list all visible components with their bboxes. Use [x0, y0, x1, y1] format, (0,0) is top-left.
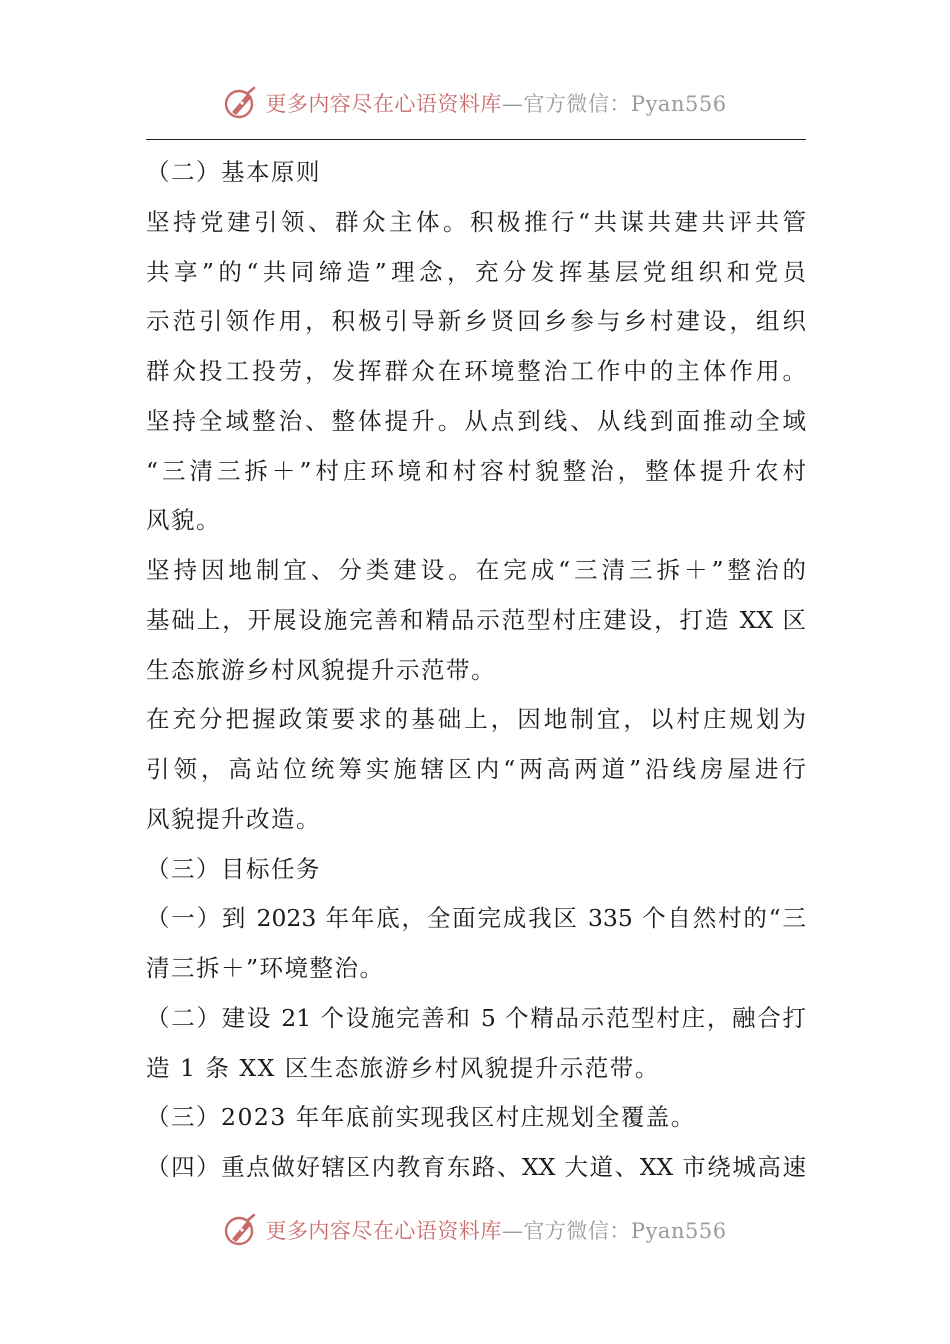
paragraph-line: 在充分把握政策要求的基础上，因地制宜，以村庄规划为: [146, 705, 806, 734]
footer-banner-text: [265, 1215, 726, 1245]
footer-wechat-text: 官方微信：Pyan556: [523, 1219, 727, 1243]
paragraph-line: “三清三拆＋”村庄环境和村容村貌整治，整体提升农村: [146, 456, 806, 485]
header-banner-text: [265, 88, 726, 118]
paragraph-line: 坚持党建引领、群众主体。积极推行“共谋共建共评共管: [146, 207, 806, 236]
paragraph-line: （四）重点做好辖区内教育东路、XX 大道、XX 市绕城高速: [146, 1153, 806, 1181]
section-heading-targets: （三）目标任务: [146, 854, 321, 883]
header-wechat-text: 官方微信：Pyan556: [523, 92, 727, 116]
paragraph-line: 坚持全域整治、整体提升。从点到线、从线到面推动全域: [146, 406, 806, 435]
paragraph-line: 生态旅游乡村风貌提升示范带。: [146, 655, 496, 684]
header-separator: —: [501, 92, 524, 116]
header-banner: [0, 83, 950, 123]
paragraph-line: 清三拆＋”环境整治。: [146, 954, 385, 982]
paragraph-line: 基础上，开展设施完善和精品示范型村庄建设，打造 XX 区: [146, 605, 806, 634]
paragraph-line: 坚持因地制宜、分类建设。在完成“三清三拆＋”整治的: [146, 556, 806, 584]
paragraph-line: 风貌提升改造。: [146, 804, 321, 833]
paragraph-line: （三）2023 年年底前实现我区村庄规划全覆盖。: [146, 1103, 696, 1132]
paragraph-line: 群众投工投劳，发挥群众在环境整治工作中的主体作用。: [146, 357, 806, 385]
paragraph-line: 风貌。: [146, 506, 221, 535]
footer-brand-text: 更多内容尽在心语资料库: [265, 1219, 502, 1243]
header-brand-text: 更多内容尽在心语资料库: [265, 92, 502, 116]
document-body: [146, 148, 806, 1193]
pen-nib-logo-icon: [223, 1212, 259, 1248]
section-heading-principles: （二）基本原则: [146, 158, 321, 186]
paragraph-line: 造 1 条 XX 区生态旅游乡村风貌提升示范带。: [146, 1053, 660, 1082]
paragraph-line: （一）到 2023 年年底，全面完成我区 335 个自然村的“三: [146, 904, 806, 933]
paragraph-line: 共享”的“共同缔造”理念，充分发挥基层党组织和党员: [146, 257, 806, 286]
paragraph-line: （二）建设 21 个设施完善和 5 个精品示范型村庄，融合打: [146, 1003, 806, 1032]
paragraph-line: 示范引领作用，积极引导新乡贤回乡参与乡村建设，组织: [146, 307, 806, 336]
footer-banner: [0, 1210, 950, 1250]
footer-separator: —: [501, 1219, 524, 1243]
paragraph-line: 引领，高站位统筹实施辖区内“两高两道”沿线房屋进行: [146, 755, 806, 783]
pen-nib-logo-icon: [223, 85, 259, 121]
header-divider: [146, 139, 806, 140]
